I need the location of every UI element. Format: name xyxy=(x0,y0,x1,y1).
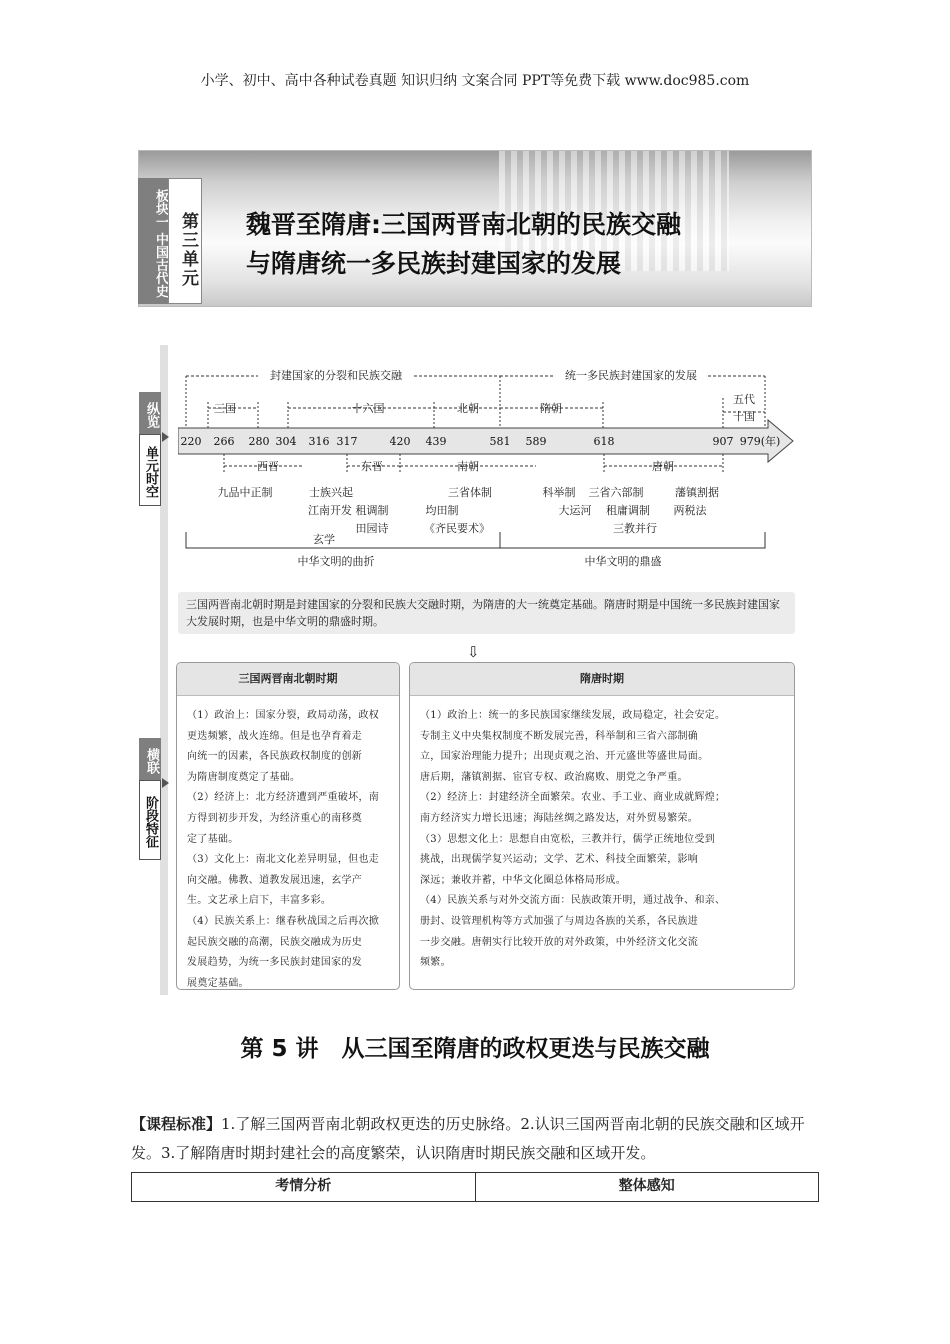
rail-tab-link: 横联 xyxy=(139,738,161,780)
panel-line: 向统一的因素，各民族政权制度的创新 xyxy=(187,751,363,763)
panel-line: 立，国家治理能力提升；出现贞观之治、开元盛世等盛世局面。 xyxy=(420,751,709,763)
event-label: 田园诗 xyxy=(355,522,389,535)
summary-box: 三国两晋南北朝时期是封建国家的分裂和民族大交融时期，为隋唐的大一统奠定基础。隋唐时期是中国统一多民族封建国家大发展时期，也是中华文明的鼎盛时期。 xyxy=(178,592,795,634)
rail-pointer-icon xyxy=(162,778,169,788)
event-label: 九品中正制 xyxy=(217,486,273,499)
event-label: 租调制 xyxy=(355,504,389,517)
event-label: 科举制 xyxy=(542,486,576,499)
course-standard-text: 1.了解三国两晋南北朝政权更迭的历史脉络。2.认识三国两晋南北朝的民族交融和区域开发。3.了解隋唐时期封建社会的高度繁荣，认识隋唐时期民族交融和区域开发。 xyxy=(131,1115,805,1162)
event-label: 均田制 xyxy=(425,504,459,517)
rail-tab-overview: 纵览 xyxy=(139,392,161,434)
timeline-arrow xyxy=(178,420,793,462)
year-317: 317 xyxy=(336,435,358,448)
panel-line: 挑战，出现儒学复兴运动；文学、艺术、科技全面繁荣，影响 xyxy=(420,854,699,866)
panel-line: 为隋唐制度奠定了基础。 xyxy=(187,771,301,783)
panel-line: （3）文化上：南北文化差异明显，但也走 xyxy=(187,854,380,866)
panel-body xyxy=(177,696,399,990)
event-label: 两税法 xyxy=(673,504,707,517)
unit-title xyxy=(246,205,681,283)
event-label: 三省体制 xyxy=(448,486,492,499)
panel-line: 专制主义中央集权制度不断发展完善，科举制和三省六部制确 xyxy=(420,730,699,742)
year-439: 439 xyxy=(425,435,447,448)
panel-line: 一步交融。唐朝实行比较开放的对外政策，中外经济文化交流 xyxy=(420,936,699,948)
panel-line: （2）经济上：封建经济全面繁荣。农业、手工业、商业成就辉煌； xyxy=(420,792,726,804)
event-label: 藩镇割据 xyxy=(675,486,719,499)
panel-line: （2）经济上：北方经济遭到严重破坏，南 xyxy=(187,792,380,804)
panel-three-kingdoms xyxy=(176,662,400,990)
year-220: 220 xyxy=(180,435,202,448)
civ-label-left: 中华文明的曲折 xyxy=(297,555,375,568)
panel-line: （4）民族关系上：继春秋战国之后再次掀 xyxy=(187,915,380,927)
panel-line: （3）思想文化上：思想自由宽松，三教并行，儒学正统地位受到 xyxy=(420,833,716,845)
table-header-overview: 整体感知 xyxy=(475,1173,819,1201)
period-northern-dynasties: 北朝 xyxy=(457,402,479,415)
panel-title: 三国两晋南北朝时期 xyxy=(177,663,399,696)
event-label: 《齐民要术》 xyxy=(424,522,490,535)
year-907: 907 xyxy=(712,435,734,448)
event-label: 江南开发 xyxy=(308,504,352,517)
period-eastern-jin: 东晋 xyxy=(361,460,383,473)
event-label: 玄学 xyxy=(313,533,335,546)
rail-pointer-icon xyxy=(162,432,169,442)
era-label-left: 封建国家的分裂和民族交融 xyxy=(270,369,402,382)
panel-line: （4）民族关系与对外交流方面：民族政策开明，通过战争、和亲、 xyxy=(420,895,726,907)
period-tang: 唐朝 xyxy=(652,460,674,473)
period-sixteen-kingdoms: 十六国 xyxy=(351,402,385,415)
year-316: 316 xyxy=(308,435,330,448)
year-420: 420 xyxy=(389,435,411,448)
event-label: 租庸调制 xyxy=(606,504,650,517)
period-sanguo: 三国 xyxy=(214,402,236,415)
panel-line: 展奠定基础。 xyxy=(187,977,249,989)
panel-line: （1）政治上：国家分裂，政局动荡，政权 xyxy=(187,710,380,721)
year-581: 581 xyxy=(489,435,511,448)
panel-line: 定了基础。 xyxy=(187,833,239,845)
section-tag: 板块一 中国古代史 xyxy=(138,178,168,304)
unit-tag: 第三单元 xyxy=(168,178,202,304)
panel-line: 向交融。佛教、道教发展迅速，玄学产 xyxy=(187,874,363,886)
period-southern-dynasties: 南朝 xyxy=(457,460,479,473)
civ-label-right: 中华文明的鼎盛 xyxy=(584,555,662,568)
course-standard xyxy=(131,1110,821,1168)
panel-line: 册封、设管理机构等方式加强了与周边各族的关系，各民族进 xyxy=(420,915,699,927)
period-five-dynasties: 五代 xyxy=(733,393,755,406)
year-618: 618 xyxy=(593,435,615,448)
year-304: 304 xyxy=(275,435,297,448)
panel-line: 发展趋势，为统一多民族封建国家的发 xyxy=(187,957,363,969)
panel-line: 方得到初步开发，为经济重心的南移奠 xyxy=(187,812,363,824)
panel-title: 隋唐时期 xyxy=(410,663,794,696)
course-standard-label: 【课程标准】 xyxy=(131,1115,222,1133)
era-label-right: 统一多民族封建国家的发展 xyxy=(565,369,697,382)
period-sui: 隋朝 xyxy=(540,402,562,415)
panel-line: 起民族交融的高潮，民族交融成为历史 xyxy=(187,936,363,948)
year-266: 266 xyxy=(213,435,235,448)
page-header: 小学、初中、高中各种试卷真题 知识归纳 文案合同 PPT等免费下载 www.doc985.com xyxy=(200,73,750,89)
rail-tab-stage-features: 阶段特征 xyxy=(139,780,161,860)
event-label: 大运河 xyxy=(558,504,592,517)
year-589: 589 xyxy=(525,435,547,448)
year-280: 280 xyxy=(248,435,270,448)
period-ten-kingdoms: 十国 xyxy=(733,410,755,423)
down-arrow-icon: ⇩ xyxy=(467,643,480,661)
panel-line: 生。文艺承上启下，丰富多彩。 xyxy=(187,895,332,907)
panel-line: 频繁。 xyxy=(420,957,451,969)
rail-tab-unit-timespace: 单元时空 xyxy=(139,434,161,506)
unit-title-line2: 与隋唐统一多民族封建国家的发展 xyxy=(246,249,622,278)
event-label: 士族兴起 xyxy=(309,486,353,499)
year-979: 979(年) xyxy=(739,435,781,448)
unit-title-line1: 魏晋至隋唐:三国两晋南北朝的民族交融 xyxy=(246,210,681,239)
panel-line: 南方经济实力增长迅速；海陆丝绸之路发达，对外贸易繁荣。 xyxy=(420,812,699,824)
panel-line: 更迭频繁，战火连绵。但是也孕育着走 xyxy=(187,730,363,742)
panel-line: 唐后期，藩镇割据、宦官专权、政治腐败、朋党之争严重。 xyxy=(420,771,688,783)
left-rail xyxy=(160,345,168,995)
panel-line: （1）政治上：统一的多民族国家继续发展，政局稳定，社会安定。 xyxy=(420,710,726,721)
timeline xyxy=(178,362,803,584)
table-header-analysis: 考情分析 xyxy=(275,1178,332,1194)
panel-body xyxy=(410,696,794,974)
panel-sui-tang xyxy=(409,662,795,990)
lecture-title: 第 5 讲 从三国至隋唐的政权更迭与民族交融 xyxy=(240,1036,710,1062)
analysis-table-header xyxy=(131,1172,819,1202)
period-western-jin: 西晋 xyxy=(257,460,279,473)
event-label: 三省六部制 xyxy=(588,486,644,499)
event-label: 三教并行 xyxy=(613,522,657,535)
panel-line: 深远；兼收并蓄，中华文化圈总体格局形成。 xyxy=(420,874,626,886)
